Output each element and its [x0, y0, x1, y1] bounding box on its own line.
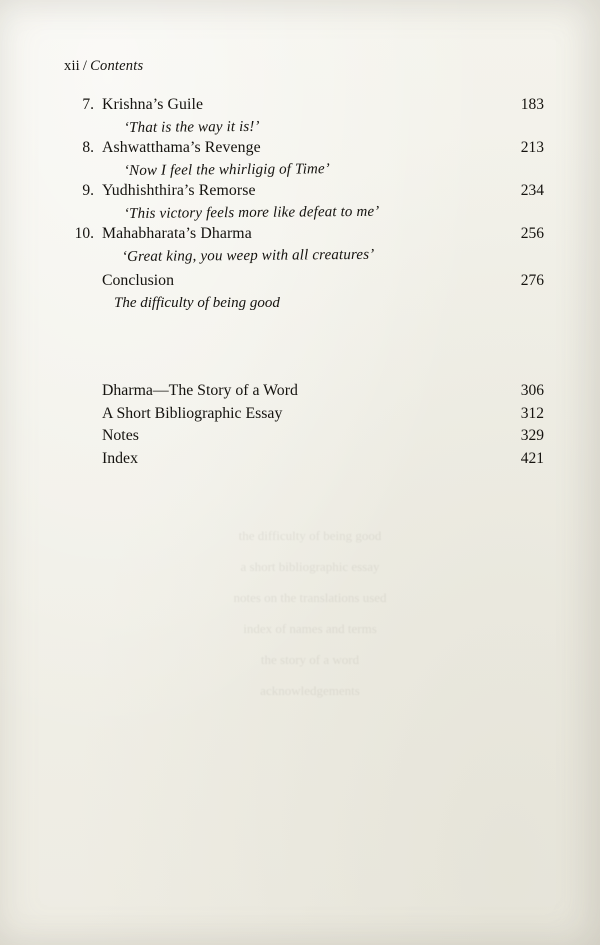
- running-head-separator: /: [82, 58, 88, 74]
- toc-entry-title: Mahabharata’s Dharma: [102, 225, 252, 242]
- showthrough-line: the story of a word: [260, 652, 360, 667]
- toc-entry-conclusion: [64, 272, 544, 294]
- showthrough-line: the difficulty of being good: [238, 528, 382, 543]
- toc-entry-subtitle: ‘Great king, you weep with all creatures’: [121, 246, 375, 265]
- toc-entry-page: 256: [520, 225, 544, 242]
- toc-back-matter: [64, 382, 544, 472]
- toc-entry-page: 183: [520, 96, 544, 113]
- toc-entry-subtitle: ‘Now I feel the whirligig of Time’: [123, 161, 330, 179]
- page-showthrough: [120, 520, 500, 706]
- toc-entry-page: 306: [520, 382, 544, 399]
- showthrough-line: index of names and terms: [243, 621, 377, 636]
- toc-entry: [64, 382, 544, 405]
- table-of-contents: [64, 96, 544, 316]
- toc-entry-title: Yudhishthira’s Remorse: [102, 182, 256, 199]
- toc-entry-number: 10.: [74, 225, 94, 242]
- toc-entry: [64, 405, 544, 428]
- toc-entry-page: 276: [520, 272, 544, 289]
- toc-entry-page: 234: [520, 182, 544, 199]
- toc-entry: [64, 427, 544, 450]
- toc-entry-title: Ashwatthama’s Revenge: [102, 139, 261, 156]
- toc-entry-title: Notes: [102, 427, 139, 444]
- toc-entry-title: Index: [102, 449, 138, 467]
- toc-entry-number: 7.: [82, 96, 94, 113]
- toc-entry-conclusion-subtitle-row: [64, 294, 544, 316]
- toc-entry-title: Krishna’s Guile: [102, 96, 204, 113]
- toc-entry-title: Conclusion: [102, 272, 174, 289]
- showthrough-line: a short bibliographic essay: [240, 559, 380, 574]
- toc-entry-title: Dharma—The Story of a Word: [102, 382, 298, 399]
- running-head: [64, 58, 143, 75]
- toc-entry-page: 421: [520, 449, 544, 467]
- toc-entry-title: A Short Bibliographic Essay: [102, 404, 283, 422]
- showthrough-line: notes on the translations used: [233, 590, 387, 605]
- toc-entry-number: 8.: [82, 139, 94, 156]
- toc-entry-page: 329: [520, 427, 544, 444]
- running-head-label: Contents: [90, 58, 144, 74]
- showthrough-line: acknowledgements: [260, 683, 360, 698]
- folio-number: xii: [64, 58, 80, 74]
- toc-entry: [64, 450, 544, 473]
- toc-entry-number: 9.: [82, 182, 94, 199]
- toc-entry-subtitle: ‘This victory feels more like defeat to me’: [123, 203, 380, 222]
- toc-entry-page: 312: [520, 404, 544, 422]
- toc-entry-subtitle: The difficulty of being good: [114, 295, 280, 311]
- toc-entry-page: 213: [520, 139, 544, 156]
- toc-entry-subtitle: ‘That is the way it is!’: [123, 118, 260, 136]
